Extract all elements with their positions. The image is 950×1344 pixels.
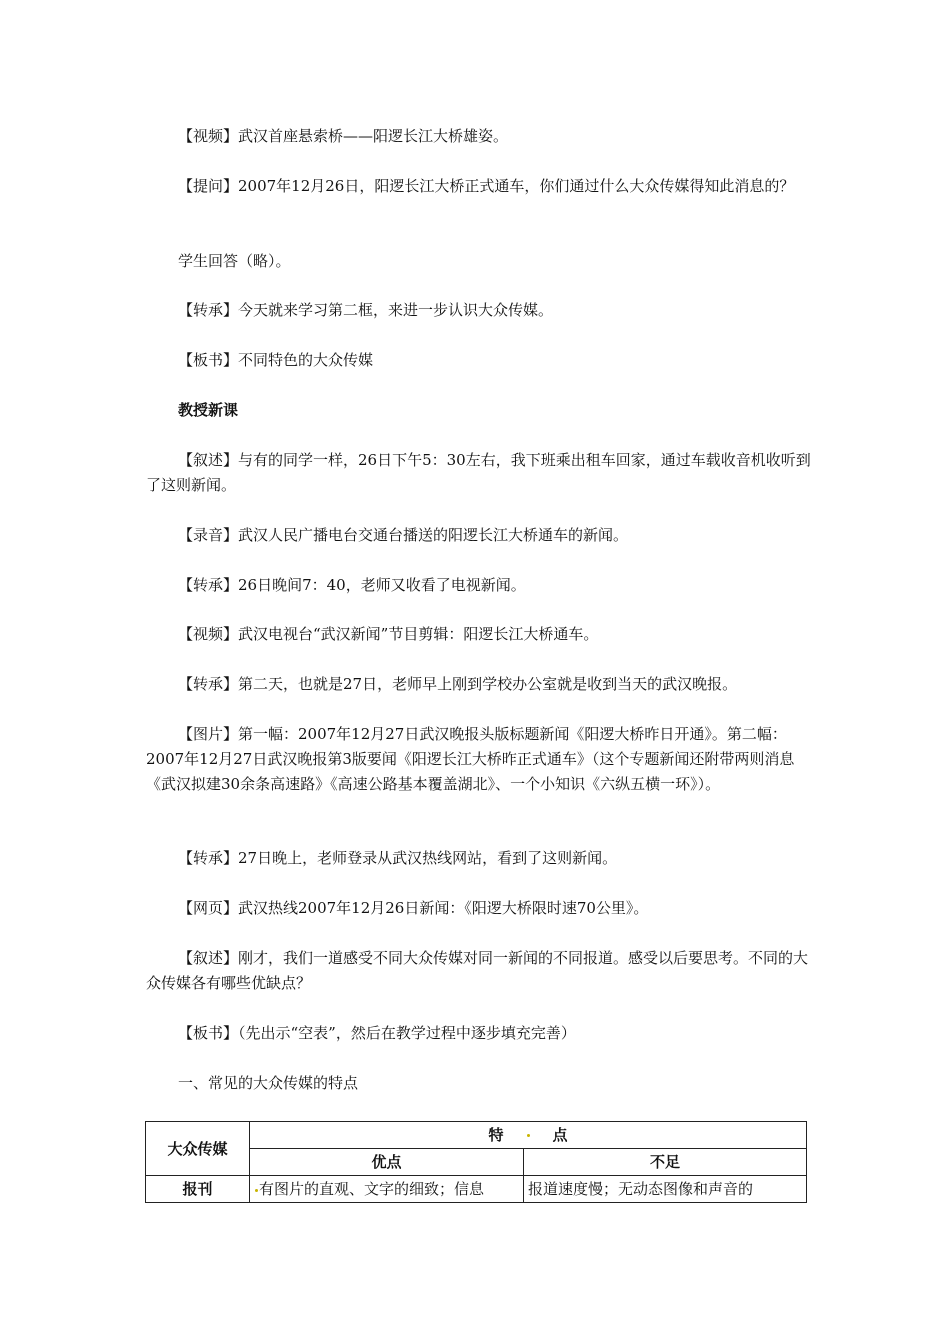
paragraph-narration-2: 【叙述】刚才，我们一道感受不同大众传媒对同一新闻的不同报道。感受以后要思考。不同的大众传媒各有哪些优缺点？ bbox=[146, 949, 809, 992]
paragraph-transition-2: 【转承】26日晚间7：40，老师又收看了电视新闻。 bbox=[178, 576, 526, 594]
table-row bbox=[146, 1176, 807, 1203]
section-heading-new-lesson: 教授新课 bbox=[178, 401, 239, 419]
header-features-char1: 特 bbox=[488, 1126, 504, 1144]
table-header-row bbox=[146, 1122, 807, 1149]
paragraph-video-intro: 【视频】武汉首座悬索桥——阳逻长江大桥雄姿。 bbox=[178, 127, 509, 145]
paragraph-transition-3: 【转承】第二天，也就是27日，老师早上刚到学校办公室就是收到当天的武汉晚报。 bbox=[178, 675, 738, 693]
header-media bbox=[146, 1122, 250, 1176]
paragraph-board-2: 【板书】（先出示“空表”，然后在教学过程中逐步填充完善） bbox=[178, 1024, 576, 1042]
header-media-label: 大众传媒 bbox=[167, 1139, 228, 1158]
media-features-table bbox=[145, 1121, 807, 1203]
header-features-char2: 点 bbox=[552, 1126, 568, 1144]
header-pros-label: 优点 bbox=[371, 1153, 402, 1171]
paragraph-transition-4: 【转承】27日晚上，老师登录从武汉热线网站，看到了这则新闻。 bbox=[178, 849, 618, 867]
paragraph-question: 【提问】2007年12月26日，阳逻长江大桥正式通车，你们通过什么大众传媒得知此消息的？ bbox=[178, 177, 795, 195]
row-media-label: 报刊 bbox=[182, 1180, 213, 1198]
row-media-cell bbox=[146, 1176, 250, 1203]
header-features bbox=[250, 1122, 807, 1149]
paragraph-section-one: 一、常见的大众传媒的特点 bbox=[178, 1074, 359, 1092]
paragraph-pictures: 【图片】第一幅：2007年12月27日武汉晚报头版标题新闻《阳逻大桥昨日开通》。第二幅：2007年12月27日武汉晚报第3版要闻《阳逻长江大桥昨正式通车》（这个专题新闻还附带两则消息《武汉拟建30余条高速路》《高速公路基本覆盖湖北》、一个小知识《六纵五横一环》）。 bbox=[146, 725, 795, 793]
paragraph-video-2: 【视频】武汉电视台“武汉新闻”节目剪辑：阳逻长江大桥通车。 bbox=[178, 625, 599, 643]
row-cons-text: 报道速度慢；无动态图像和声音的 bbox=[528, 1180, 754, 1198]
row-pros-text: 有图片的直观、文字的细致；信息 bbox=[259, 1180, 485, 1198]
row-pros-cell bbox=[250, 1176, 524, 1203]
row-cons-cell bbox=[524, 1176, 807, 1203]
paragraph-narration-1: 【叙述】与有的同学一样，26日下午5：30左右，我下班乘出租车回家，通过车载收音机收听到了这则新闻。 bbox=[146, 451, 811, 494]
paragraph-transition-1: 【转承】今天就来学习第二框，来进一步认识大众传媒。 bbox=[178, 301, 554, 319]
header-cons-label: 不足 bbox=[649, 1153, 680, 1171]
mark-dot-icon bbox=[255, 1189, 258, 1192]
paragraph-recording: 【录音】武汉人民广播电台交通台播送的阳逻长江大桥通车的新闻。 bbox=[178, 526, 629, 544]
header-pros bbox=[250, 1149, 524, 1176]
mark-dot-icon bbox=[527, 1134, 530, 1137]
paragraph-webpage: 【网页】武汉热线2007年12月26日新闻：《阳逻大桥限时速70公里》。 bbox=[178, 899, 649, 917]
paragraph-board-1: 【板书】不同特色的大众传媒 bbox=[178, 351, 374, 369]
paragraph-student-answer: 学生回答（略）。 bbox=[178, 252, 291, 270]
header-cons bbox=[524, 1149, 807, 1176]
